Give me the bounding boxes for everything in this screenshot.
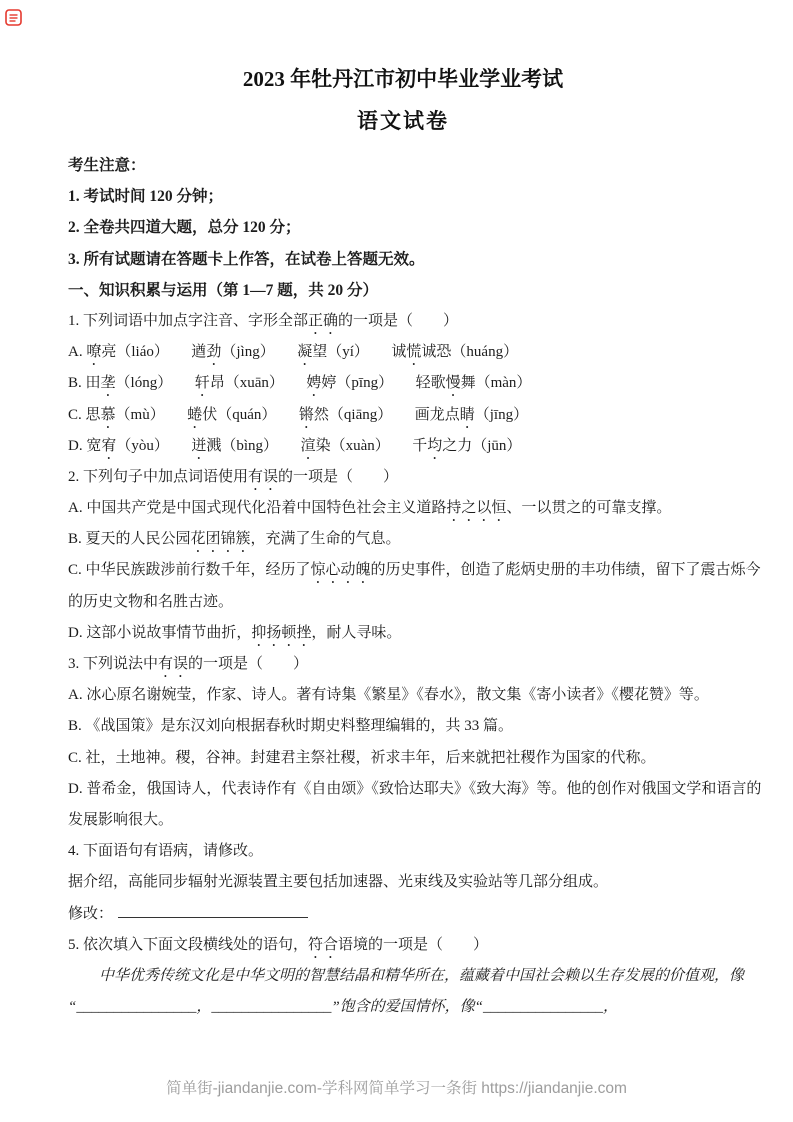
q1-option-a: A. 嘹亮（liáo） 遒劲（jìng） 凝望（yí） 诚慌诚恐（huáng） bbox=[68, 344, 519, 361]
q2-option-d: D. 这部小说故事情节曲折，抑扬顿挫，耐人寻味。 bbox=[68, 624, 402, 641]
paper-title: 语文试卷 bbox=[357, 109, 449, 133]
q5-passage-line1: 中华优秀传统文化是中华文明的智慧结晶和精华所在，蕴藏着中国社会赖以生存发展的价值观，像 bbox=[99, 967, 745, 984]
q1-title: 1. 下列词语中加点字注音、字形全部正确的一项是（ ） bbox=[68, 312, 459, 329]
question-4 bbox=[68, 836, 738, 930]
q4-sentence: 据介绍，高能同步辐射光源装置主要包括加速器、光束线及实验站等几部分组成。 bbox=[68, 874, 609, 891]
q2-option-b: B. 夏天的人民公园花团锦簇，充满了生命的气息。 bbox=[68, 531, 401, 548]
section-heading: 一、知识积累与运用（第 1—7 题，共 20 分） bbox=[68, 281, 379, 299]
question-1 bbox=[68, 306, 738, 462]
site-list-icon[interactable] bbox=[5, 9, 22, 26]
q1-option-b: B. 田垄（lóng） 轩昂（xuān） 娉婷（pīng） 轻歌慢舞（màn） bbox=[68, 375, 532, 392]
q4-answer-blank bbox=[118, 903, 308, 918]
q5-title: 5. 依次填入下面文段横线处的语句，符合语境的一项是（ ） bbox=[68, 936, 489, 953]
notice-heading: 考生注意： bbox=[68, 157, 146, 174]
q1-option-d: D. 宽宥（yòu） 迸溅（bìng） 渲染（xuàn） 千均之力（jūn） bbox=[68, 437, 522, 454]
notice-item-3: 3. 所有试题请在答题卡上作答，在试卷上答题无效。 bbox=[68, 250, 425, 268]
q2-option-c-line1: C. 中华民族跋涉前行数千年，经历了惊心动魄的历史事件，创造了彪炳史册的丰功伟绩，留下了震古烁今 bbox=[68, 562, 761, 579]
notice-item-1: 1. 考试时间 120 分钟； bbox=[68, 188, 224, 206]
q4-title: 4. 下面语句有语病，请修改。 bbox=[68, 843, 264, 860]
question-2 bbox=[68, 462, 761, 649]
q3-option-d-line1: D. 普希金，俄国诗人，代表诗作有《自由颂》《致恰达耶夫》《致大海》等。他的创作对俄国文学和语言的 bbox=[68, 780, 762, 797]
question-5 bbox=[68, 930, 745, 1024]
q3-title: 3. 下列说法中有误的一项是（ ） bbox=[68, 656, 309, 672]
document-body bbox=[68, 0, 762, 1023]
exam-title: 2023 年牡丹江市初中毕业学业考试 bbox=[242, 67, 564, 91]
watermark-footer: 简单街-jiandanjie.com-学科网简单学习一条街 https://jiandanjie.com bbox=[166, 1080, 627, 1097]
q5-passage-line2: “________________，________________”饱含的爱国情怀，像“________________， bbox=[68, 999, 619, 1016]
q2-option-a: A. 中国共产党是中国式现代化沿着中国特色社会主义道路持之以恒、一以贯之的可靠支撑。 bbox=[68, 500, 672, 517]
q3-option-c: C. 社，土地神。稷，谷神。封建君主祭社稷，祈求丰年，后来就把社稷作为国家的代称。 bbox=[68, 749, 656, 766]
notice-item-2: 2. 全卷共四道大题，总分 120 分； bbox=[68, 219, 301, 237]
q4-revise-label: 修改： bbox=[68, 905, 114, 922]
q3-option-d-line2: 发展影响很大。 bbox=[68, 811, 174, 828]
notice-block bbox=[68, 150, 738, 275]
q2-option-c-line2: 的历史文物和名胜古迹。 bbox=[68, 593, 234, 610]
q3-option-b: B. 《战国策》是东汉刘向根据春秋时期史料整理编辑的，共 33 篇。 bbox=[68, 718, 514, 735]
question-3 bbox=[68, 649, 762, 836]
q3-option-a: A. 冰心原名谢婉莹，作家、诗人。著有诗集《繁星》《春水》，散文集《寄小读者》《樱花赞》等。 bbox=[68, 687, 709, 704]
q4-revise-line bbox=[68, 899, 738, 930]
q2-title: 2. 下列句子中加点词语使用有误的一项是（ ） bbox=[68, 468, 399, 485]
q1-option-c: C. 思慕（mù） 蜷伏（quán） 锵然（qiāng） 画龙点睛（jīng） bbox=[68, 406, 529, 423]
